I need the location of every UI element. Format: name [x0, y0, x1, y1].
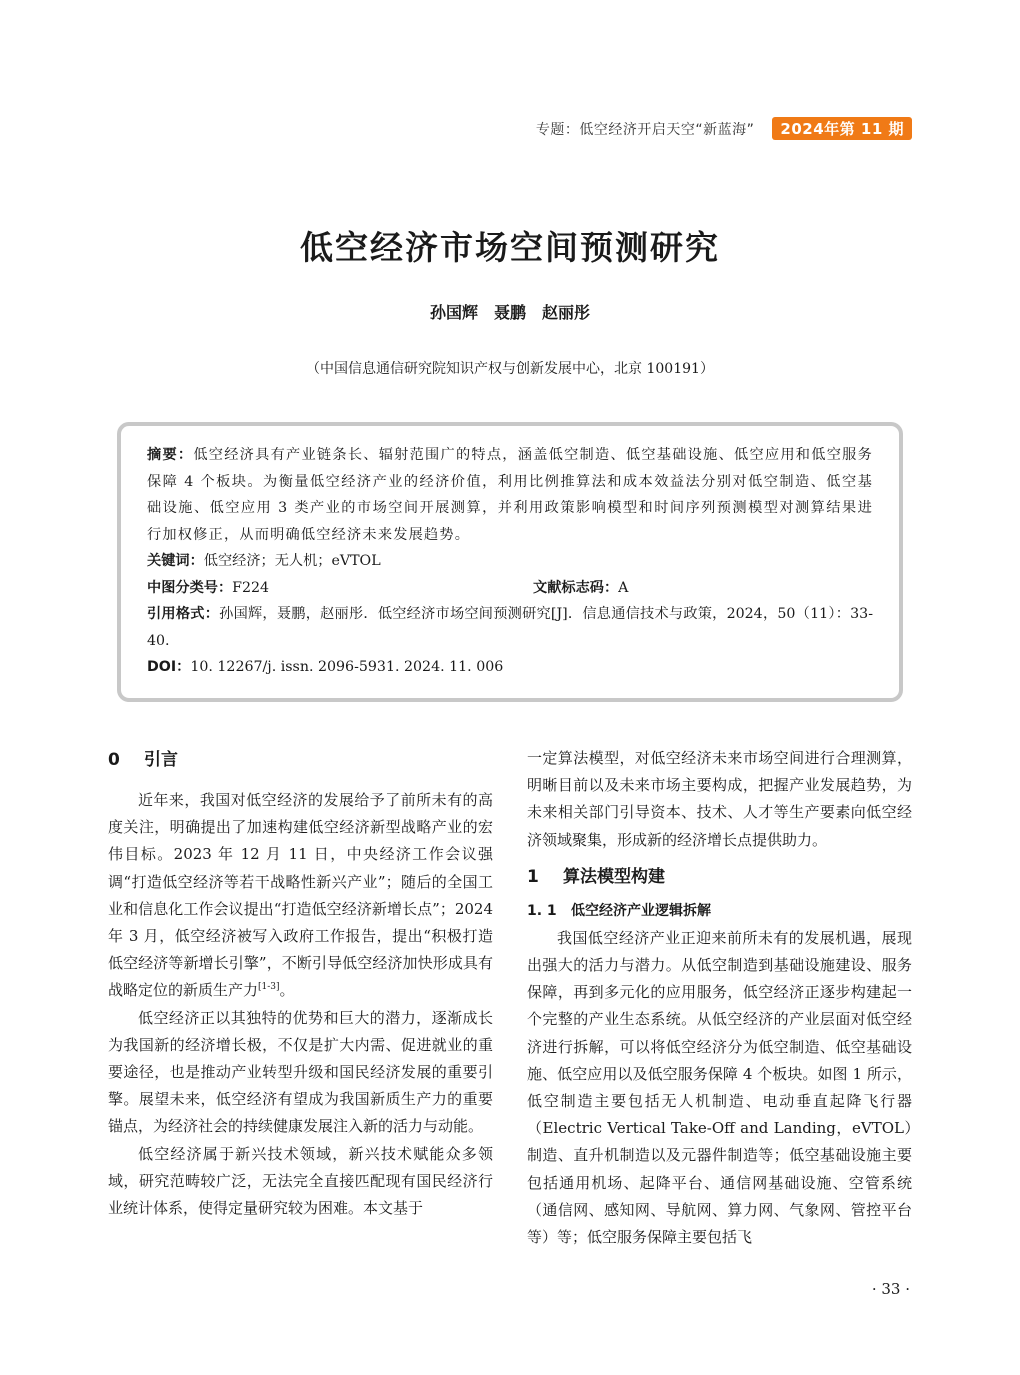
paragraph-continued: 一定算法模型，对低空经济未来市场空间进行合理测算，明晰目前以及未来市场主要构成，把握产业发展趋势，为未来相关部门引导资本、技术、人才等生产要素向低空经济领域聚集，形成新的经济增长点提供助力。 — [527, 749, 912, 849]
abstract-box — [117, 422, 903, 702]
keywords: 低空经济；无人机；eVTOL — [203, 553, 381, 569]
subsection-number: 1. 1 — [527, 902, 557, 919]
abstract-label: 摘要： — [147, 447, 194, 463]
citation-line — [147, 601, 873, 654]
page-number: · 33 · — [871, 1280, 910, 1298]
section-number: 1 — [527, 866, 539, 887]
paragraph — [108, 787, 493, 1005]
doc-code-label: 文献标志码： — [533, 579, 619, 596]
paragraph: 低空经济正以其独特的优势和巨大的潜力，逐渐成长为我国新的经济增长极，不仅是扩大内需、促进就业的重要途径，也是推动产业转型升级和国民经济发展的重要引擎。展望未来，低空经济有望成为我国新质生产力的重要锚点，为经济社会的持续健康发展注入新的活力与动能。 — [108, 1008, 493, 1136]
section-title: 算法模型构建 — [563, 866, 665, 887]
paragraph-end: 。 — [279, 981, 295, 1000]
doc-code: A — [618, 579, 629, 596]
classification-row — [147, 575, 873, 602]
section-heading-intro — [108, 745, 493, 775]
citation-ref: [1-3] — [258, 982, 280, 993]
abstract-paragraph — [147, 442, 873, 548]
running-header — [536, 117, 912, 140]
citation: 孙国辉，聂鹏，赵丽彤．低空经济市场空间预测研究[J]．信息通信技术与政策，2024，50（11）：33-40. — [147, 606, 873, 649]
keywords-label: 关键词： — [147, 553, 204, 569]
clc-code: F224 — [232, 579, 270, 596]
paragraph: 我国低空经济产业正迎来前所未有的发展机遇，展现出强大的活力与潜力。从低空制造到基础设施建设、服务保障，再到多元化的应用服务，低空经济正逐步构建起一个完整的产业生态系统。从低空经济的产业层面对低空经济进行拆解，可以将低空经济分为低空制造、低空基础设施、低空应用以及低空服务保障 4 个板块。如图 1 所示，低空制造主要包括无人机制造、电动垂直起降飞行器（Electric Vertical Take-Off and Landing，eVTOL）制造、直升机制造以及元器件制造等；低空基础设施主要包括通用机场、起降平台、通信网基础设施、空管系统（通信网、感知网、导航网、算力网、气象网、管控平台等）等；低空服务保障主要包括飞 — [527, 928, 912, 1247]
affiliation: （中国信息通信研究院知识产权与创新发展中心，北京 100191） — [306, 361, 714, 377]
clc-label: 中图分类号： — [147, 579, 233, 596]
abstract-text: 低空经济具有产业链条长、辐射范围广的特点，涵盖低空制造、低空基础设施、低空应用和低空服务保障 4 个板块。为衡量低空经济产业的经济价值，利用比例推算法和成本效益法分别对低空制造、低空基础设施、低空应用 3 类产业的市场空间开展测算，并利用政策影响模型和时间序列预测模型对测算结果进行加权修正，从而明确低空经济未来发展趋势。 — [147, 447, 873, 543]
paper-title: 低空经济市场空间预测研究 — [300, 228, 720, 267]
subsection-title: 低空经济产业逻辑拆解 — [571, 902, 711, 919]
left-column — [108, 745, 493, 1222]
authors: 孙国辉 聂鹏 赵丽彤 — [429, 303, 590, 322]
right-column — [527, 745, 912, 1251]
header-topic: 专题：低空经济开启天空“新蓝海” — [535, 121, 755, 138]
subsection-heading-1-1 — [527, 898, 912, 925]
doi: 10. 12267/j. issn. 2096-5931. 2024. 11. 006 — [190, 659, 504, 675]
doi-line — [147, 654, 873, 681]
citation-label: 引用格式： — [147, 606, 220, 622]
paragraph: 低空经济属于新兴技术领域，新兴技术赋能众多领域，研究范畴较广泛，无法完全直接匹配现有国民经济行业统计体系，使得定量研究较为困难。本文基于 — [108, 1144, 493, 1218]
issue-badge: 2024年第 11 期 — [772, 117, 912, 140]
paragraph-text: 近年来，我国对低空经济的发展给予了前所未有的高度关注，明确提出了加速构建低空经济新型战略产业的宏伟目标。2023 年 12 月 11 日，中央经济工作会议强调“打造低空经济等若干战略性新兴产业”；随后的全国工业和信息化工作会议提出“打造低空经济新增长点”；2024 年 3 月，低空经济被写入政府工作报告，提出“积极打造低空经济等新增长引擎”，不断引导低空经济加快形成具有战略定位的新质生产力 — [108, 791, 493, 1000]
section-number: 0 — [108, 750, 120, 770]
section-heading-1 — [527, 862, 912, 892]
section-title: 引言 — [144, 750, 178, 770]
keywords-line — [147, 548, 873, 575]
doi-label: DOI： — [147, 659, 191, 675]
